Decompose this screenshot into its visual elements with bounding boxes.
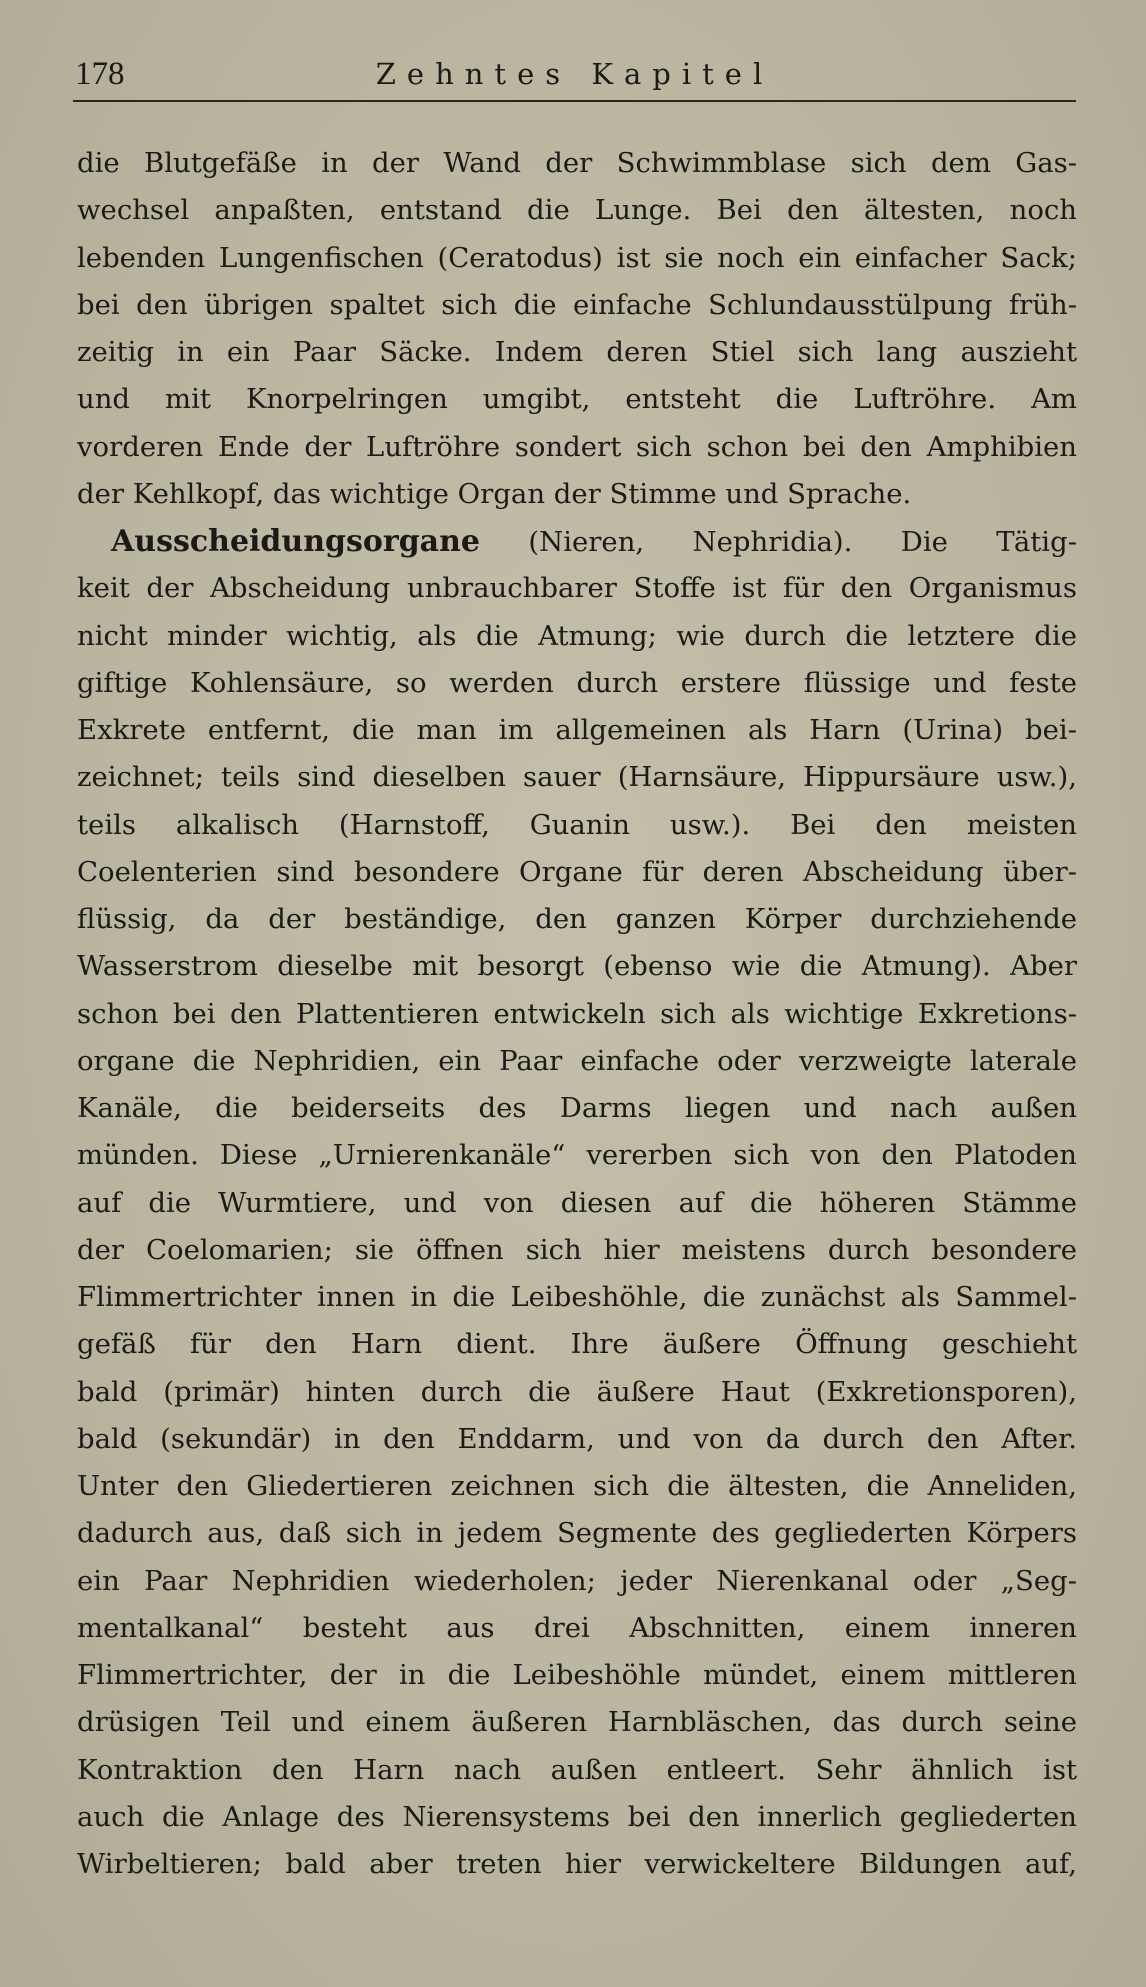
text-line: auch die Anlage des Nierensystems bei den innerlich gegliederten [77, 1800, 1077, 1833]
text-line: teils alkalisch (Harnstoff, Guanin usw.). Bei den meisten [77, 808, 1077, 841]
text-line: bald (primär) hinten durch die äußere Haut (Exkretionsporen), [77, 1375, 1077, 1408]
text-line: und mit Knorpelringen umgibt, entsteht die Luftröhre. Am [77, 383, 1077, 416]
text-line: dadurch aus, daß sich in jedem Segmente des gegliederten Körpers [77, 1517, 1077, 1550]
text-line: Kontraktion den Harn nach außen entleert. Sehr ähnlich ist [77, 1753, 1077, 1786]
body-text [77, 140, 1077, 1888]
page-number: 178 [75, 56, 125, 92]
text-line: wechsel anpaßten, entstand die Lunge. Bei den ältesten, noch [77, 194, 1077, 227]
text-line: bei den übrigen spaltet sich die einfache Schlundausstülpung früh- [77, 288, 1077, 321]
text-line: der Kehlkopf, das wichtige Organ der Stimme und Sprache. [77, 477, 912, 510]
section-heading-line [77, 518, 1077, 565]
section-heading-rest: (Nieren, Nephridia). Die Tätig- [480, 526, 1077, 558]
page-header [73, 52, 1076, 102]
text-line: gefäß für den Harn dient. Ihre äußere Öffnung geschieht [77, 1328, 1077, 1361]
text-line: Wirbeltieren; bald aber treten hier verwickeltere Bildungen auf, [77, 1848, 1077, 1880]
text-line: nicht minder wichtig, als die Atmung; wie durch die letztere die [77, 619, 1077, 652]
running-title: Zehntes Kapitel [375, 57, 774, 91]
text-line: bald (sekundär) in den Enddarm, und von da durch den After. [77, 1422, 1077, 1455]
text-line: organe die Nephridien, ein Paar einfache oder verzweigte laterale [77, 1044, 1077, 1077]
text-line: der Coelomarien; sie öffnen sich hier meistens durch besondere [77, 1233, 1077, 1266]
text-line: Kanäle, die beiderseits des Darms liegen und nach außen [77, 1092, 1077, 1124]
text-line: Coelenterien sind besondere Organe für deren Abscheidung über- [77, 855, 1077, 888]
text-line: Flimmertrichter innen in die Leibeshöhle, die zunächst als Sammel- [77, 1281, 1077, 1313]
text-line: ein Paar Nephridien wiederholen; jeder Nierenkanal oder „Seg- [77, 1564, 1077, 1597]
text-line: vorderen Ende der Luftröhre sondert sich schon bei den Amphibien [77, 430, 1077, 463]
section-heading-term: Ausscheidungsorgane [111, 524, 481, 559]
text-line: münden. Diese „Urnierenkanäle“ vererben sich von den Platoden [77, 1139, 1077, 1172]
text-line: flüssig, da der beständige, den ganzen Körper durchziehende [77, 903, 1077, 935]
text-line: keit der Abscheidung unbrauchbarer Stoffe ist für den Organismus [77, 572, 1077, 605]
text-line: Exkrete entfernt, die man im allgemeinen als Harn (Urina) bei- [77, 714, 1077, 746]
text-line: mentalkanal“ besteht aus drei Abschnitten, einem inneren [77, 1611, 1077, 1644]
text-line: Flimmertrichter, der in die Leibeshöhle mündet, einem mittleren [77, 1659, 1077, 1691]
text-line: Unter den Gliedertieren zeichnen sich die ältesten, die Anneliden, [77, 1470, 1077, 1502]
text-line: auf die Wurmtiere, und von diesen auf die höheren Stämme [77, 1186, 1077, 1219]
text-line: zeichnet; teils sind dieselben sauer (Harnsäure, Hippursäure usw.), [77, 761, 1077, 794]
text-line: Wasserstrom dieselbe mit besorgt (ebenso wie die Atmung). Aber [77, 950, 1077, 983]
text-line: giftige Kohlensäure, so werden durch erstere flüssige und feste [77, 666, 1077, 699]
text-line: zeitig in ein Paar Säcke. Indem deren Stiel sich lang auszieht [77, 336, 1077, 368]
text-line: lebenden Lungenfischen (Ceratodus) ist sie noch ein einfacher Sack; [77, 241, 1077, 274]
text-line: drüsigen Teil und einem äußeren Harnbläschen, das durch seine [77, 1706, 1077, 1739]
text-line: schon bei den Plattentieren entwickeln sich als wichtige Exkretions- [77, 997, 1077, 1030]
text-line: die Blutgefäße in der Wand der Schwimmblase sich dem Gas- [77, 147, 1077, 179]
